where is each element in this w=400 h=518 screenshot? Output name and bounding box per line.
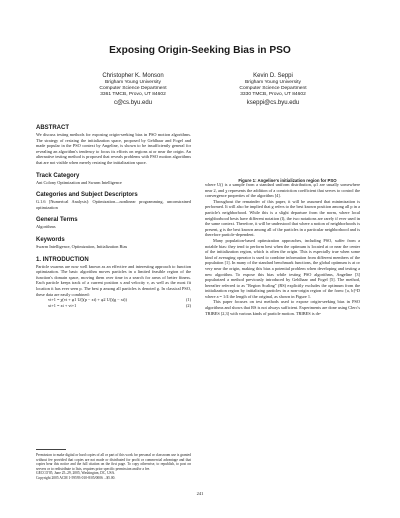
copyright-line: Copyright 2005 ACM 1-59593-010-8/05/0006 ...$5.00. <box>36 475 116 480</box>
terms-text: Algorithms <box>36 224 56 230</box>
terms-heading: General Terms <box>36 217 78 224</box>
author-block-2 <box>198 73 348 107</box>
left-column <box>36 124 191 309</box>
page-number: 241 <box>196 491 204 496</box>
equation-2-body: xt+1 = xt + vt+1 <box>48 303 77 309</box>
author-department: Computer Science Department <box>99 86 167 92</box>
keywords-text: Swarm Intelligence, Optimization, Initialization Bias <box>36 243 128 249</box>
author-email: c@cs.byu.edu <box>113 99 153 106</box>
permission-notice: Permission to make digital or hard copies of all or part of this work for personal or classroom use is granted without fee provided that copies are not made or distributed for profit or commercial advantage and that copies bear this notice and the full citation on the first page. To copy otherwise, to republish, to post on servers or to redistribute to lists, requires prior specific permission and/or a fee. <box>36 453 191 471</box>
abstract-heading: ABSTRACT <box>36 125 69 131</box>
figure-1-area <box>205 124 365 174</box>
body-paragraph: This paper focuses on test methods used to expose origin-seeking bias in PSO algorithms and shows that RS is not always sufficient. Experiments are done using Clerc's TRIBES [2,3] with various kinds of particle motion. TRIBES is de- <box>205 299 360 316</box>
copyright-footnote <box>36 453 191 480</box>
keywords-heading: Keywords <box>36 236 65 243</box>
author-name: Kevin D. Seppi <box>253 73 293 79</box>
equation-1-number: (1) <box>185 297 191 303</box>
footnote-rule <box>36 449 66 450</box>
equation-2 <box>36 303 191 309</box>
equation-2-number: (2) <box>185 303 191 309</box>
author-address: 3330 TMCB, Provo, UT 84602 <box>240 92 306 98</box>
track-text: Ant Colony Optimization and Swarm Intelligence <box>36 179 122 185</box>
conference-line: GECCO'05, June 25–29, 2005, Washington, DC, USA. <box>36 471 116 475</box>
author-affiliation: Brigham Young University <box>104 80 161 85</box>
body-paragraph: where U() is a sample from a standard uniform distribution, φ1 are usually somewhere near 2, and χ represents the addition of a constriction coefficient that serves to control the convergence properties of the algorithm [4]. <box>205 182 360 199</box>
abstract-text: We discuss testing methods for exposing origin-seeking bias in PSO motion algorithms. The strategy of resizing the initialization space, proposed by Gehlhaar and Fogel and made popular in the PSO context by Angeline, is shown to be insufficiently general for revealing an algorithm's tendency to focus its efforts on regions at or near the origin. An alternative testing method is proposed that reveals problems with PSO motion algorithms that are not visible when merely resizing the initialization space. <box>36 132 191 165</box>
track-heading: Track Category <box>36 172 80 179</box>
author-department: Computer Science Department <box>239 86 307 92</box>
categories-heading: Categories and Subject Descriptors <box>36 192 138 199</box>
author-email: kseppi@cs.byu.edu <box>246 99 300 106</box>
body-paragraph: Throughout the remainder of this paper, it will be assumed that minimization is performed. It will also be implied that g refers to the best known position among all p in a particle's neighborhood. While this is a slight departure from the norm, where local neighborhood bests have different notation (l), the two notations are rarely if ever used in the same context. Therefore, it will be understood that where a notion of neighborhoods is present, g is the best known among all of the particles in a particular neighborhood and is therefore particle-dependent. <box>205 198 360 238</box>
equation-1-body: vt+1 = χ(vt + φ1 U()(p − xt) + φ2 U()(g − xt)) <box>48 297 127 303</box>
author-affiliation: Brigham Young University <box>244 80 301 85</box>
introduction-paragraph: Particle swarms are now well known as an effective and interesting approach to function optimization. The basic algorithm moves particles in a limited feasible region of the function's domain space, moving them over time in a search for areas of better fitness. Each particle keeps track of a current position x and velocity v, as well as the most fit location it has ever seen p. The best p among all particles is denoted g. In classical PSO, these data are easily combined: <box>36 263 191 297</box>
introduction-heading: 1. INTRODUCTION <box>36 256 89 263</box>
paper-title: Exposing Origin-Seeking Bias in PSO <box>109 45 291 56</box>
categories-text: G.1.6 [Numerical Analysis]: Optimization—nonlinear programming, unconstrained optimization <box>36 199 191 210</box>
author-name: Christopher K. Monson <box>102 73 164 79</box>
right-column <box>205 182 360 316</box>
figure-caption: Figure 1: Angeline's initialization region for PSO <box>238 178 337 183</box>
author-address: 3361 TMCB, Provo, UT 84602 <box>100 92 166 98</box>
author-block-1 <box>58 73 208 107</box>
body-paragraph: Many population-based optimization approaches, including PSO, suffer from a notable bias: they tend to perform best when the optimum is located at or near the center of the initialization region, which is often the origin. This is especially true when some kind of averaging operator is used to combine information from different members of the population [1]. In many of the standard benchmark functions, the global optimum is at or very near the origin, making this bias a potential problem when developing and testing a new algorithm. To expose this bias while testing PSO algorithms, Angeline [3] popularized a method previously introduced by Gehlhaar and Fogel [5]. The method, hereafter referred to as "Region Scaling" (RS) explicitly excludes the optimum from the initialization region by initializing particles in a non-origin region of the form: [a, b]^D where a = 1/4 the length of the original, as shown in Figure 1. <box>205 237 360 299</box>
